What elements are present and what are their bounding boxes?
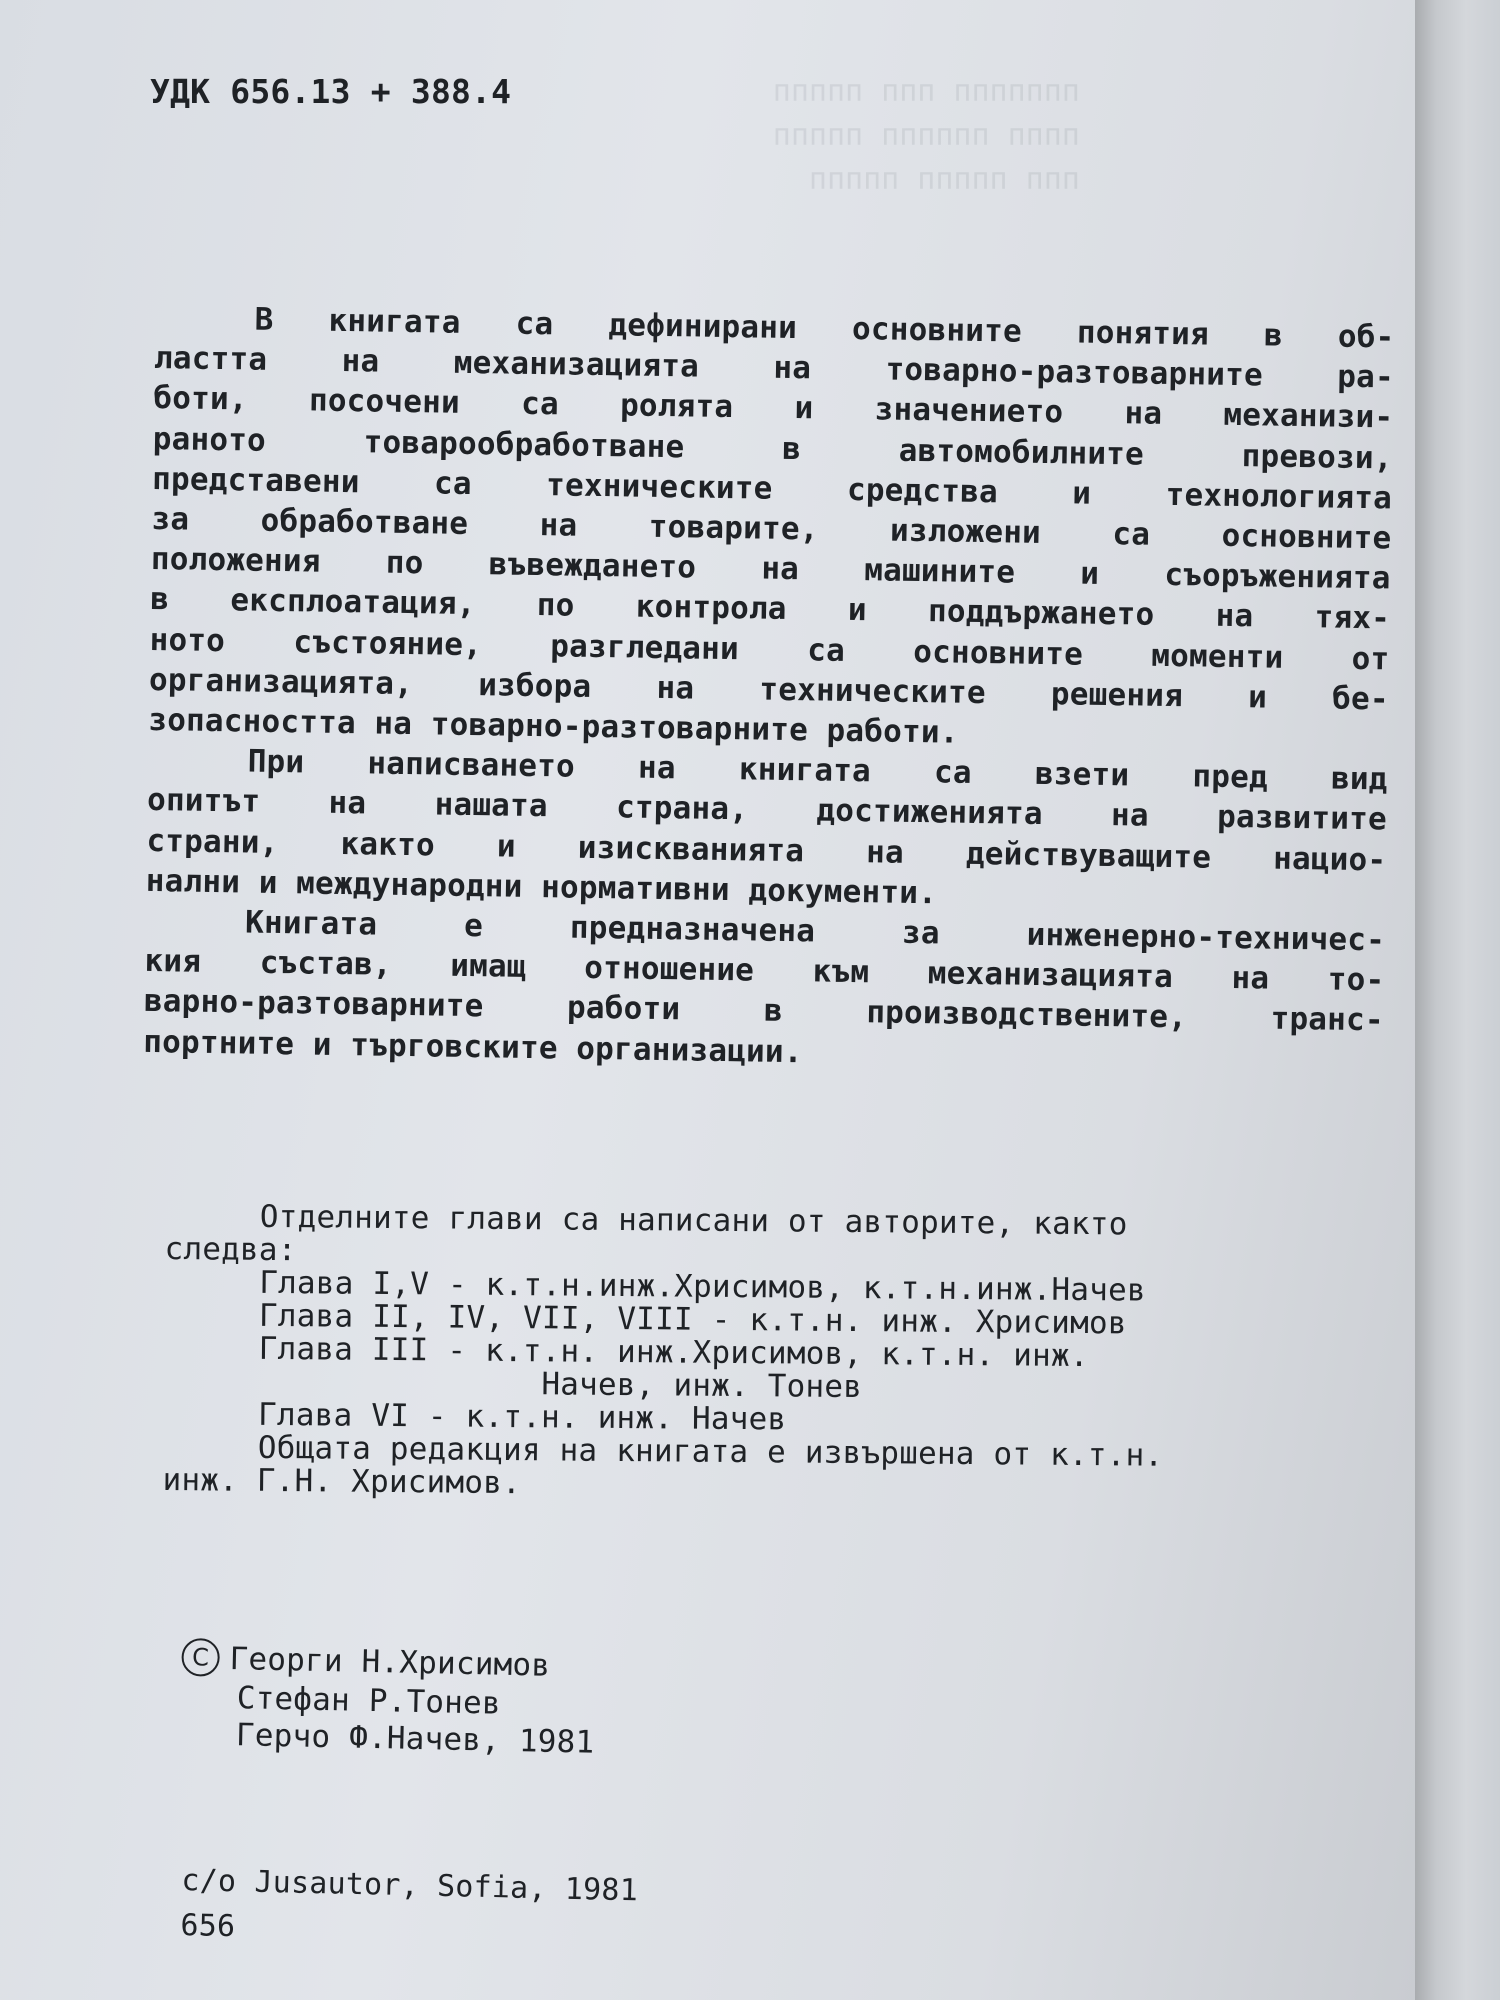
- abstract-line: организацията, избора на техническите решения и бе-: [148, 661, 1390, 718]
- abstract-line: Книгата е предназначена за инженерно-техничес-: [244, 904, 1386, 959]
- abstract-line: раното товарообработване в автомобилните превози,: [152, 420, 1393, 477]
- show-through-text: ппппппп ппп ппппп пппп пппппп ппппп ппп ппппп ппппп: [772, 74, 1080, 197]
- chapter-credit: Начев, инж. Тонев: [541, 1366, 863, 1406]
- abstract-line: представени са техническите средства и технологията: [151, 460, 1393, 517]
- copyright-holder: Георги Н.Хрисимов: [229, 1641, 551, 1684]
- abstract-line: варно-разтоварните работи в производствените, транс-: [143, 983, 1385, 1039]
- editor-credit: Общата редакция на книгата е извършена от к.т.н.: [257, 1429, 1164, 1474]
- authorship-block: [162, 1200, 1405, 1508]
- copyright-holder: Стефан Р.Тонев: [236, 1679, 502, 1722]
- abstract-line: зопасността на товарно-разтоварните работи.: [148, 701, 959, 751]
- abstract-line: за обработване на товарите, изложени са основните: [151, 500, 1392, 557]
- abstract-block: [143, 298, 1395, 1081]
- abstract-line: В книгата са дефинирани основните понятия в об-: [254, 301, 1395, 356]
- chapter-credit: Глава III - к.т.н. инж.Хрисимов, к.т.н. инж.: [258, 1330, 1089, 1375]
- chapter-credit: Глава II, IV, VII, VIII - к.т.н. инж. Хрисимов: [258, 1297, 1127, 1342]
- footer-block: [180, 1858, 638, 1958]
- facing-page-edge: [1415, 0, 1500, 2000]
- copyright-holder: Герчо Ф.Начев, 1981: [235, 1716, 595, 1761]
- chapter-credit: Глава VI - к.т.н. инж. Начев: [257, 1396, 787, 1438]
- authorship-intro: следва:: [164, 1230, 297, 1269]
- abstract-line: портните и търговските организации.: [143, 1023, 803, 1070]
- abstract-line: в експлоатация, по контрола и поддържането на тях-: [149, 581, 1391, 637]
- copyright-block: [180, 1640, 597, 1761]
- copyright-icon: C: [181, 1638, 220, 1677]
- abstract-line: боти, посочени са ролята и значението на механизи-: [153, 380, 1394, 436]
- abstract-line: При написването на книгата са взети пред вид: [247, 743, 1388, 798]
- abstract-line: опитът на нашата страна, достиженията на развитите: [146, 782, 1388, 838]
- abstract-line: ластта на механизацията на товарно-разтоварните ра-: [153, 340, 1395, 396]
- abstract-line: нални и международни нормативни документи.: [145, 862, 938, 912]
- chapter-credit: Глава I,V - к.т.н.инж.Хрисимов, к.т.н.инж.Начев: [259, 1264, 1146, 1309]
- editor-credit: инж. Г.Н. Хрисимов.: [162, 1461, 522, 1502]
- udk-classification: УДК 656.13 + 388.4: [150, 72, 512, 111]
- abstract-line: страни, както и изискванията на действуващите нацио-: [146, 822, 1387, 879]
- abstract-line: кия състав, имащ отношение към механизацията на то-: [144, 943, 1385, 999]
- agency-line: c/o Jusautor, Sofia, 1981: [181, 1862, 639, 1909]
- authorship-intro: Отделните глави са написани от авторите, както: [259, 1198, 1128, 1243]
- abstract-line: положения по въвеждането на машините и съоръженията: [150, 541, 1391, 597]
- abstract-line: ното състояние, разгледани са основните моменти от: [149, 621, 1390, 678]
- publication-code: 656: [180, 1907, 236, 1945]
